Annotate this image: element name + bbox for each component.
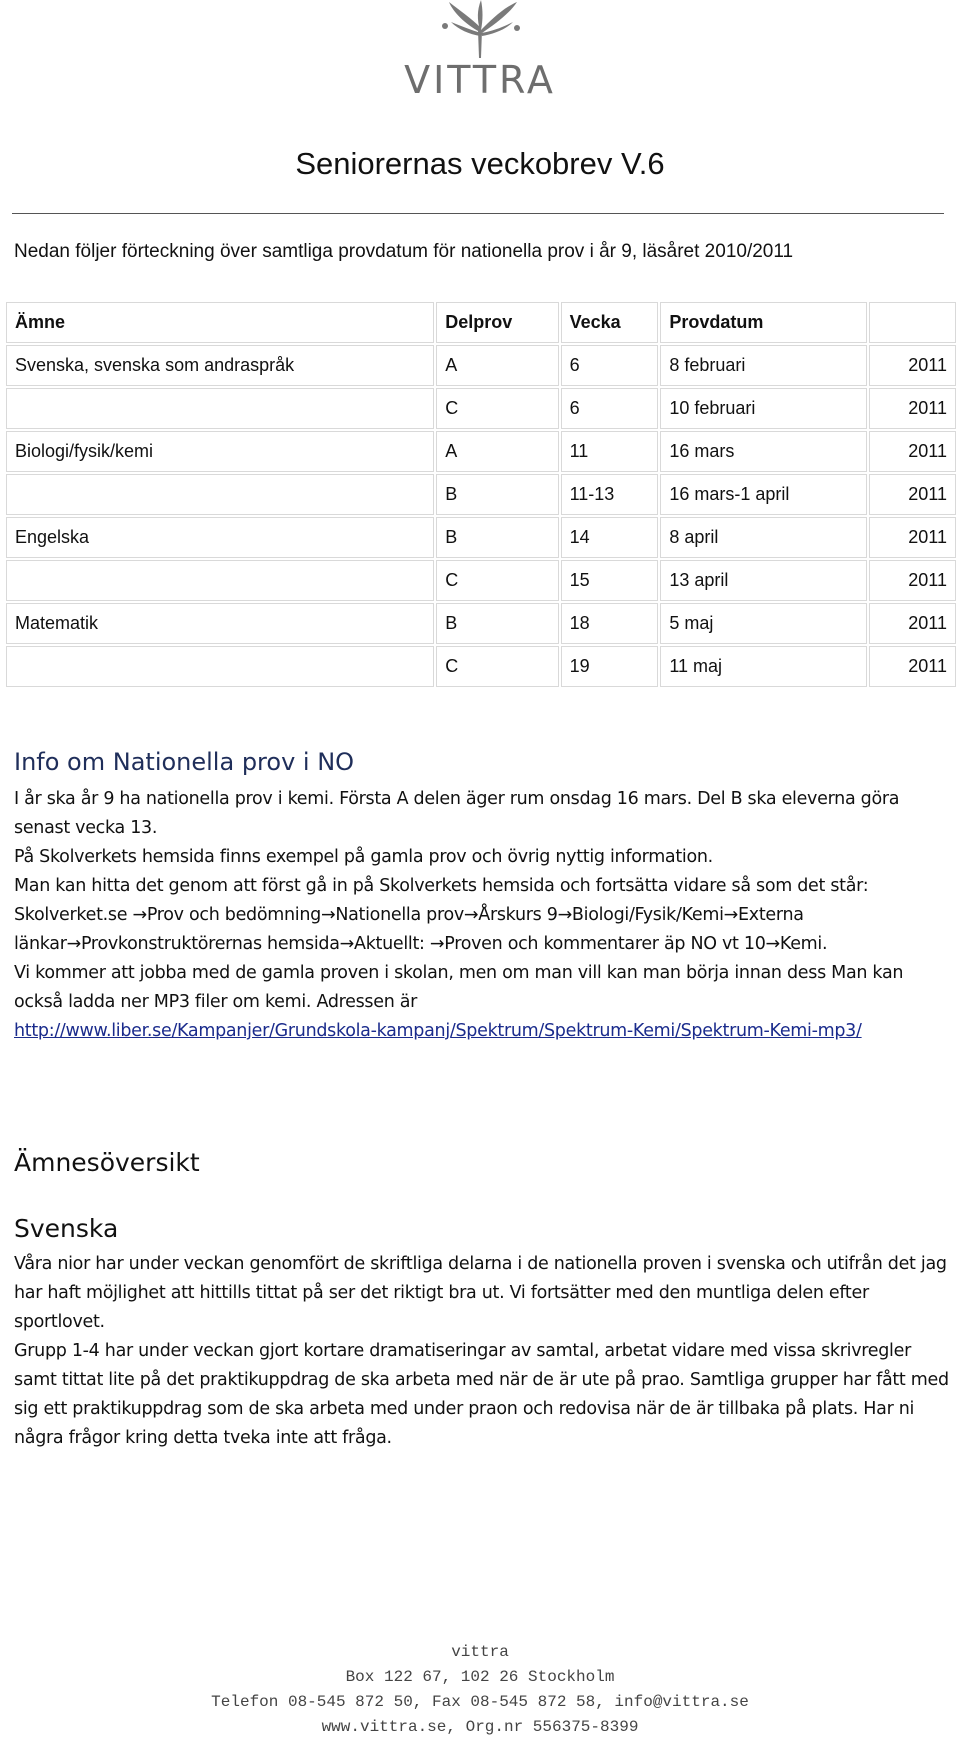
cell-date: 13 april (660, 560, 867, 601)
info-paragraph: På Skolverkets hemsida finns exempel på gamla prov och övrig nyttig information. (14, 847, 713, 867)
divider (12, 213, 944, 214)
cell-date: 8 april (660, 517, 867, 558)
cell-date: 11 maj (660, 646, 867, 687)
cell-year: 2011 (869, 431, 956, 472)
cell-part: C (436, 560, 558, 601)
footer-web: www.vittra.se, Org.nr 556375-8399 (321, 1718, 639, 1736)
cell-week: 14 (561, 517, 659, 558)
cell-part: A (436, 431, 558, 472)
cell-date: 8 februari (660, 345, 867, 386)
subject-heading-svenska: Svenska (14, 1214, 119, 1243)
cell-date: 10 februari (660, 388, 867, 429)
cell-year: 2011 (869, 560, 956, 601)
cell-part: B (436, 517, 558, 558)
cell-year: 2011 (869, 646, 956, 687)
logo-wordmark: VITTRA (404, 58, 556, 102)
cell-year: 2011 (869, 603, 956, 644)
intro-text: Nedan följer förteckning över samtliga provdatum för nationella prov i år 9, läsåret 2010/2011 (14, 241, 794, 262)
cell-date: 16 mars-1 april (660, 474, 867, 515)
svenska-paragraph: Grupp 1-4 har under veckan gjort kortare dramatiseringar av samtal, arbetat vidare med vissa skrivregler samt tittat lite på det praktikuppdrag de ska arbeta med när de är ute på prao. Samtliga grupper har fått med sig ett praktikuppdrag som de ska arbeta med under praon och redovisa när de är tillbaka på plats. Har ni några frågor kring detta tveka inte att fråga. (14, 1341, 949, 1448)
header-date: Provdatum (660, 302, 867, 343)
cell-subject: Matematik (6, 603, 434, 644)
cell-date: 5 maj (660, 603, 867, 644)
cell-year: 2011 (869, 517, 956, 558)
footer (0, 1640, 960, 1740)
cell-year: 2011 (869, 388, 956, 429)
cell-week: 11 (561, 431, 659, 472)
cell-week: 18 (561, 603, 659, 644)
table-row (6, 560, 956, 601)
footer-contact: Telefon 08-545 872 50, Fax 08-545 872 58, info@vittra.se (211, 1693, 749, 1711)
cell-subject (6, 560, 434, 601)
cell-year: 2011 (869, 345, 956, 386)
svenska-section (14, 1250, 949, 1453)
table-row (6, 474, 956, 515)
cell-subject: Svenska, svenska som andraspråk (6, 345, 434, 386)
cell-part: B (436, 474, 558, 515)
info-paragraph: I år ska år 9 ha nationella prov i kemi. Första A delen äger rum onsdag 16 mars. Del B ska eleverna göra senast vecka 13. (14, 789, 900, 838)
cell-week: 6 (561, 388, 659, 429)
cell-year: 2011 (869, 474, 956, 515)
tree-icon (425, 0, 535, 60)
table-row (6, 517, 956, 558)
overview-heading: Ämnesöversikt (14, 1148, 200, 1177)
cell-date: 16 mars (660, 431, 867, 472)
cell-part: B (436, 603, 558, 644)
footer-address: Box 122 67, 102 26 Stockholm (345, 1668, 615, 1686)
cell-subject (6, 646, 434, 687)
cell-subject: Biologi/fysik/kemi (6, 431, 434, 472)
info-heading: Info om Nationella prov i NO (14, 748, 355, 776)
cell-part: C (436, 646, 558, 687)
cell-part: A (436, 345, 558, 386)
page-title: Seniorernas veckobrev V.6 (295, 146, 665, 181)
header-week: Vecka (561, 302, 659, 343)
header-part: Delprov (436, 302, 558, 343)
vittra-logo (370, 0, 590, 106)
cell-subject (6, 388, 434, 429)
cell-subject: Engelska (6, 517, 434, 558)
table-row (6, 388, 956, 429)
info-paragraph: Man kan hitta det genom att först gå in på Skolverkets hemsida och fortsätta vidare så som det står: Skolverket.se →Prov och bedömning→Nationella prov→Årskurs 9→Biologi/Fysik/Kemi→Externa länkar→Provkonstruktörernas hemsida→Aktuellt: →Proven och kommentarer äp NO vt 10→Kemi. (14, 876, 869, 954)
table-row (6, 603, 956, 644)
cell-week: 6 (561, 345, 659, 386)
mp3-link[interactable]: http://www.liber.se/Kampanjer/Grundskola-kampanj/Spektrum/Spektrum-Kemi/Spektrum-Kemi-mp3/ (14, 1021, 862, 1041)
header-subject: Ämne (6, 302, 434, 343)
svenska-paragraph: Våra nior har under veckan genomfört de skriftliga delarna i de nationella proven i svenska och utifrån det jag har haft möjlighet att hittills tittat på ser det riktigt bra ut. Vi fortsätter med den muntliga delen efter sportlovet. (14, 1254, 947, 1332)
info-section (14, 785, 949, 1046)
header-year (869, 302, 956, 343)
table-row (6, 646, 956, 687)
footer-name: vittra (451, 1643, 509, 1661)
info-paragraph: Vi kommer att jobba med de gamla proven i skolan, men om man vill kan man börja innan dess Man kan också ladda ner MP3 filer om kemi. Adressen är (14, 963, 904, 1012)
cell-subject (6, 474, 434, 515)
cell-week: 19 (561, 646, 659, 687)
table-row (6, 431, 956, 472)
cell-week: 15 (561, 560, 659, 601)
exam-dates-table (4, 300, 958, 689)
table-row (6, 345, 956, 386)
table-header-row (6, 302, 956, 343)
cell-week: 11-13 (561, 474, 659, 515)
cell-part: C (436, 388, 558, 429)
